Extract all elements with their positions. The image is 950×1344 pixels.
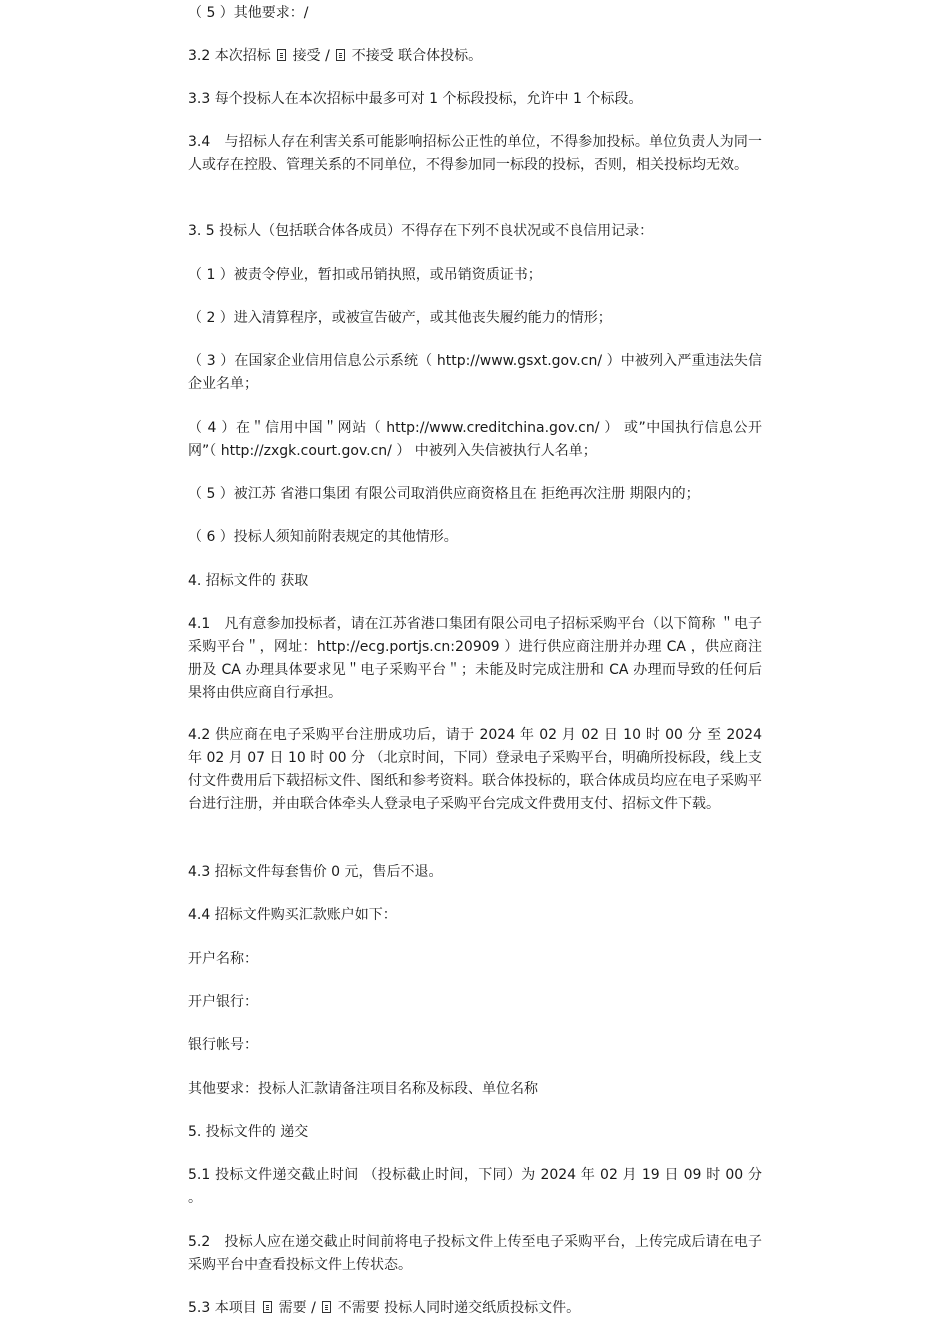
checkbox-icon — [322, 1301, 331, 1313]
text-segment: 5.3 本项目 — [188, 1300, 262, 1316]
section-heading-5: 5. 投标文件的 递交 — [188, 1124, 309, 1140]
paragraph-3-3: 3.3 每个投标人在本次招标中最多可对 1 个标段投标，允许中 1 个标段。 — [188, 91, 643, 107]
paragraph-4-1: 4.1 凡有意参加投标者，请在江苏省港口集团有限公司电子招标采购平台（以下简称 ＂电子采购平台＂，网址：http://ecg.portjs.cn:20909 ）进行供应商注册并办理 CA ，供应商注册及 CA 办理具体要求见＂电子采购平台＂；未能及时完成注册和 CA 办理而导致的任何后果将由供应商自行承担。 — [188, 616, 762, 701]
paragraph-4-2: 4.2 供应商在电子采购平台注册成功后，请于 2024 年 02 月 02 日 10 时 00 分 至 2024 年 02 月 07 日 10 时 00 分 （北京时间，下同）登录电子采购平台，明确所投标段，线上支付文件费用后下载招标文件、图纸和参考资料。联合体投标的，联合体成员均应在电子采购平台进行注册，并由联合体牵头人登录电子采购平台完成文件费用支付、招标文件下载。 — [188, 727, 762, 812]
paragraph-5-2: 5.2 投标人应在递交截止时间前将电子投标文件上传至电子采购平台，上传完成后请在电子采购平台中查看投标文件上传状态。 — [188, 1234, 762, 1273]
paragraph-3-5: 3. 5 投标人（包括联合体各成员）不得存在下列不良状况或不良信用记录： — [188, 223, 654, 239]
section-heading-4: 4. 招标文件的 获取 — [188, 573, 309, 589]
paragraph-3-5-2: （ 2 ）进入清算程序，或被宣告破产，或其他丧失履约能力的情形； — [188, 310, 612, 326]
paragraph-3-5-6: （ 6 ）投标人须知前附表规定的其他情形。 — [188, 529, 458, 545]
paragraph-4-4: 4.4 招标文件购买汇款账户如下： — [188, 907, 397, 923]
checkbox-icon — [263, 1301, 272, 1313]
paragraph-other-remittance: 其他要求：投标人汇款请备注项目名称及标段、单位名称 — [188, 1081, 538, 1097]
checkbox-icon — [336, 49, 345, 61]
text-segment: 不接受 联合体投标。 — [347, 48, 483, 64]
paragraph-3-5-1: （ 1 ）被责令停业，暂扣或吊销执照，或吊销资质证书； — [188, 267, 542, 283]
text-segment: 不需要 投标人同时递交纸质投标文件。 — [333, 1300, 581, 1316]
bank-name-label: 开户银行： — [188, 994, 258, 1010]
paragraph-3-5-3: （ 3 ）在国家企业信用信息公示系统（ http://www.gsxt.gov.cn/ ）中被列入严重违法失信企业名单； — [188, 353, 762, 392]
paragraph-3-4: 3.4 与招标人存在利害关系可能影响招标公正性的单位，不得参加投标。单位负责人为同一人或存在控股、管理关系的不同单位，不得参加同一标段的投标，否则，相关投标均无效。 — [188, 134, 762, 173]
text-segment: 接受 / — [288, 48, 335, 64]
account-name-label: 开户名称： — [188, 951, 258, 967]
text-segment: 需要 / — [274, 1300, 321, 1316]
paragraph-other-requirements: （ 5 ）其他要求：/ — [188, 5, 309, 21]
paragraph-3-5-5: （ 5 ）被江苏 省港口集团 有限公司取消供应商资格且在 拒绝再次注册 期限内的； — [188, 486, 700, 502]
paragraph-3-2 — [188, 45, 762, 68]
paragraph-3-5-4: （ 4 ）在＂信用中国＂网站（ http://www.creditchina.gov.cn/ ） 或”中国执行信息公开网”（ http://zxgk.court.gov.cn/ ） 中被列入失信被执行人名单； — [188, 420, 762, 459]
paragraph-5-1: 5.1 投标文件递交截止时间 （投标截止时间，下同）为 2024 年 02 月 19 日 09 时 00 分 。 — [188, 1167, 762, 1206]
checkbox-icon — [277, 49, 286, 61]
text-segment: 3.2 本次招标 — [188, 48, 276, 64]
paragraph-5-3 — [188, 1297, 762, 1320]
paragraph-4-3: 4.3 招标文件每套售价 0 元，售后不退。 — [188, 864, 443, 880]
account-number-label: 银行帐号： — [188, 1037, 258, 1053]
